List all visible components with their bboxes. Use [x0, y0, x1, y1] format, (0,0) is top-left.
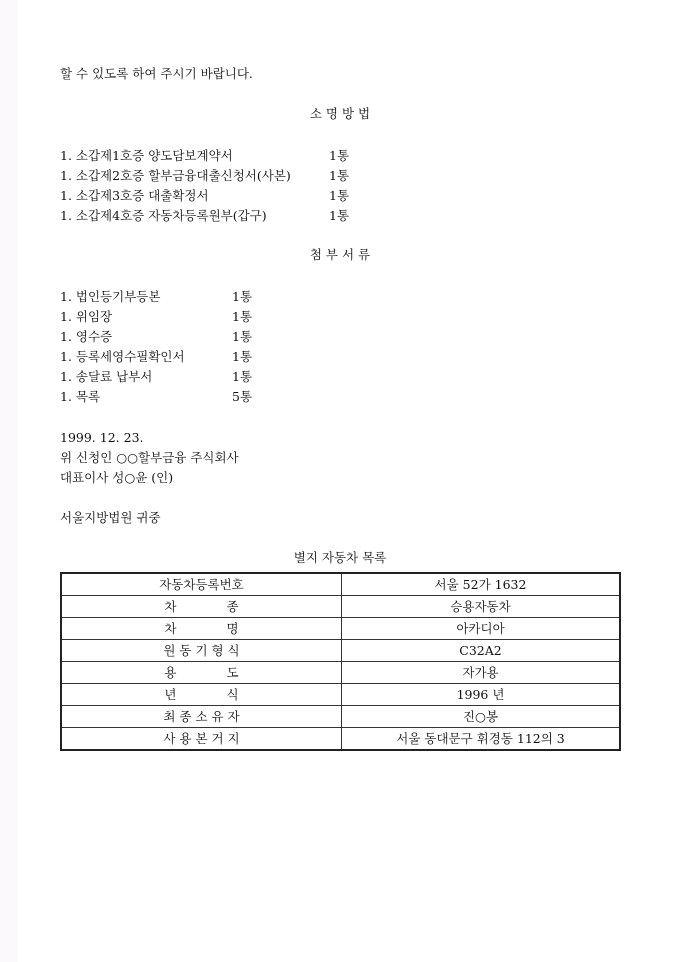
- table-row: [61, 573, 620, 596]
- row-value: 서울 52가 1632: [342, 573, 621, 596]
- evidence-qty: 1통: [329, 208, 350, 223]
- table-row: [61, 618, 620, 640]
- row-label: 년 식: [61, 684, 342, 706]
- signature-applicant: 위 신청인 ○○할부금융 주식회사: [60, 450, 239, 465]
- evidence-item: 1. 소갑제1호증 양도담보계약서: [60, 148, 233, 163]
- attachment-qty: 1통: [232, 349, 253, 364]
- table-row: [61, 728, 620, 751]
- attachment-qty: 1통: [232, 329, 253, 344]
- vehicle-table: [60, 572, 621, 751]
- row-value: 승용자동차: [342, 596, 621, 618]
- attachment-qty: 5통: [232, 389, 253, 404]
- attachment-item: 1. 송달료 납부서: [60, 369, 153, 384]
- row-label: 원 동 기 형 식: [61, 640, 342, 662]
- row-value: 진○봉: [342, 706, 621, 728]
- evidence-item: 1. 소갑제2호증 할부금융대출신청서(사본): [60, 168, 291, 183]
- evidence-qty: 1통: [329, 188, 350, 203]
- row-label: 사 용 본 거 지: [61, 728, 342, 751]
- table-row: [61, 662, 620, 684]
- row-value: 서울 동대문구 휘경동 112의 3: [342, 728, 621, 751]
- row-value: 아카디아: [342, 618, 621, 640]
- row-label: 용 도: [61, 662, 342, 684]
- evidence-heading: 소 명 방 법: [309, 106, 371, 121]
- attachment-qty: 1통: [232, 309, 253, 324]
- evidence-item: 1. 소갑제3호증 대출확정서: [60, 188, 209, 203]
- row-label: 최 종 소 유 자: [61, 706, 342, 728]
- signature-date: 1999. 12. 23.: [60, 430, 144, 445]
- row-value: C32A2: [342, 640, 621, 662]
- court-addressee: 서울지방법원 귀중: [60, 510, 161, 525]
- row-value: 자가용: [342, 662, 621, 684]
- row-label: 차 명: [61, 618, 342, 640]
- attachment-item: 1. 영수증: [60, 329, 113, 344]
- vehicle-list-title: 별지 자동차 목록: [293, 550, 387, 565]
- table-row: [61, 684, 620, 706]
- row-value: 1996 년: [342, 684, 621, 706]
- evidence-qty: 1통: [329, 168, 350, 183]
- intro-line: 할 수 있도록 하여 주시기 바랍니다.: [60, 66, 253, 81]
- attachment-item: 1. 위임장: [60, 309, 113, 324]
- attachment-item: 1. 등록세영수필확인서: [60, 349, 185, 364]
- row-label: 자동차등록번호: [61, 573, 342, 596]
- table-row: [61, 596, 620, 618]
- table-row: [61, 706, 620, 728]
- attachments-heading: 첨 부 서 류: [309, 247, 371, 262]
- row-label: 차 종: [61, 596, 342, 618]
- signature-representative: 대표이사 성○윤 (인): [60, 470, 174, 485]
- attachment-item: 1. 목록: [60, 389, 101, 404]
- attachment-qty: 1통: [232, 369, 253, 384]
- attachment-item: 1. 법인등기부등본: [60, 289, 161, 304]
- table-row: [61, 640, 620, 662]
- evidence-qty: 1통: [329, 148, 350, 163]
- evidence-item: 1. 소갑제4호증 자동차등록원부(갑구): [60, 208, 267, 223]
- attachment-qty: 1통: [232, 289, 253, 304]
